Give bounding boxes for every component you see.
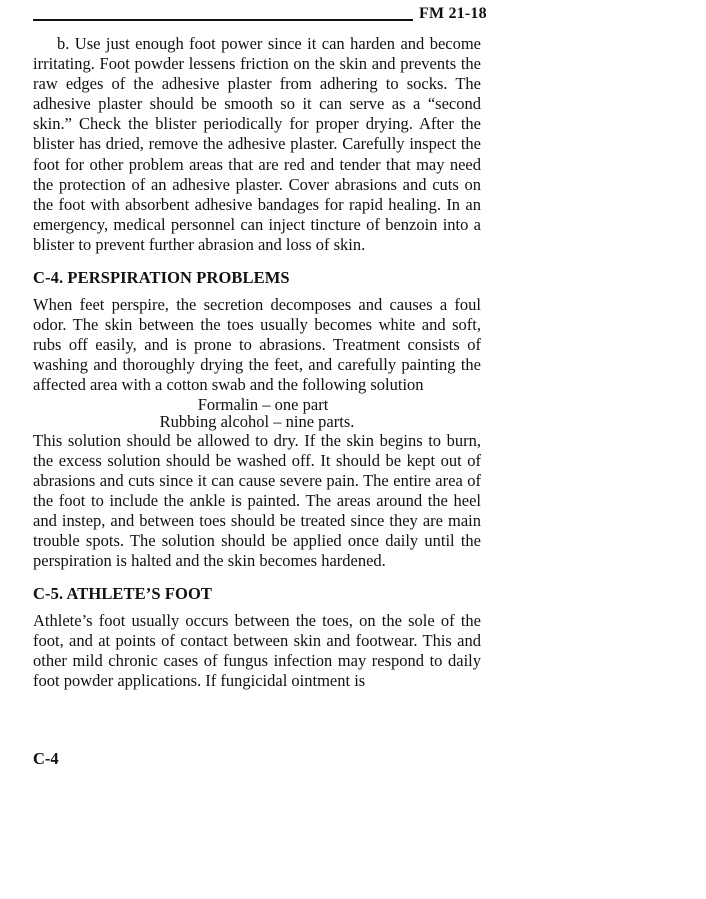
section-heading-c5: C-5. ATHLETE’S FOOT [33,584,213,604]
solution-formula [33,396,481,431]
page-number: C-4 [33,749,59,768]
page-content [33,34,481,692]
perspiration-treatment-paragraph: This solution should be allowed to dry. If the skin begins to burn, the excess solution should be washed off. It should be kept out of abrasions and cuts since it can cause severe pain. The entire area of the foot to include the ankle is painted. The areas around the heel and instep, and between toes should be treated since they are main trouble spots. The solution should be applied once daily until the perspiration is halted and the skin becomes hardened. [33,430,481,571]
paragraph-b: b. Use just enough foot power since it can harden and become irritating. Foot powder lessens friction on the skin and prevents the raw edges of the adhesive plaster from adhering to socks. The adhesive plaster should be smooth so it can serve as a “second skin.” Check the blister periodically for proper drying. After the blister has dried, remove the adhesive plaster. Carefully inspect the foot for other problem areas that are red and tender that may need the protection of an adhesive plaster. Cover abrasions and cuts on the foot with absorbent adhesive bandages for rapid healing. In an emergency, medical personnel can inject tincture of benzoin into a blister to prevent further abrasion and loss of skin. [33,34,481,254]
formula-line-alcohol: Rubbing alcohol – nine parts. [159,412,355,431]
athletes-foot-paragraph: Athlete’s foot usually occurs between the toes, on the sole of the foot, and at points of contact between skin and footwear. This and other mild chronic cases of fungus infection may respond to daily foot powder applications. If fungicidal ointment is [33,611,481,691]
formula-line-formalin: Formalin – one part [197,394,329,414]
document-code: FM 21-18 [419,5,487,22]
section-heading-c4: C-4. PERSPIRATION PROBLEMS [33,268,290,288]
perspiration-intro-paragraph: When feet perspire, the secretion decomposes and causes a foul odor. The skin between the toes usually becomes white and soft, rubs off easily, and is prone to abrasions. Treatment consists of washing and thoroughly drying the feet, and carefully painting the affected area with a cotton swab and the following solution [33,295,481,395]
header-rule [33,19,413,21]
